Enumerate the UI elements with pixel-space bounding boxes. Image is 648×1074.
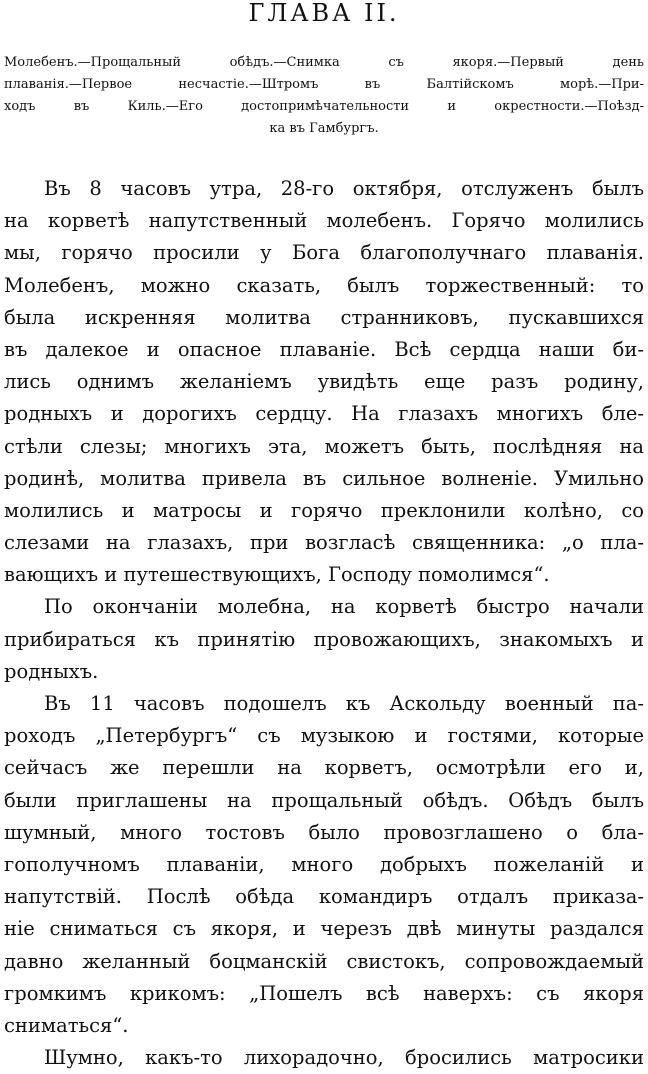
body-line: гополучномъ плаваніи, много добрыхъ пожеланій и (4, 852, 644, 876)
body-line: прибираться къ принятію провожающихъ, знакомыхъ и (4, 627, 644, 651)
chapter-body (4, 173, 644, 1074)
summary-line: ка въ Гамбургъ. (269, 121, 379, 136)
body-line: слезами на глазахъ, при возгласѣ священника: „о пла- (4, 531, 644, 555)
body-line: родныхъ. (4, 659, 99, 683)
body-line: была искренняя молитва странниковъ, пускавшихся (4, 305, 644, 329)
summary-line: Молебенъ.—Прощальный обѣдъ.—Снимка съ якоря.—Первый день (4, 55, 644, 70)
summary-line: ходъ въ Киль.—Его достопримѣчательности и окрестности.—Поѣзд- (4, 99, 644, 114)
body-line: на корветѣ напутственный молебенъ. Горячо молились (4, 209, 644, 233)
body-line: роходъ „Петербургъ“ съ музыкою и гостями, которые (4, 724, 644, 748)
body-line: Шумно, какъ-то лихорадочно, бросились матросики (44, 1046, 644, 1070)
body-line: напутствій. Послѣ обѣда командиръ отдалъ приказа- (4, 885, 644, 909)
body-line: сейчасъ же перешли на корветъ, осмотрѣли его и, (4, 756, 644, 780)
body-line: сниматься“. (4, 1013, 129, 1037)
body-line: шумный, много тостовъ было провозглашено о бла- (4, 820, 644, 844)
body-line: молились и матросы и горячо преклонили колѣно, со (4, 498, 644, 522)
body-line: вающихъ и путешествующихъ, Господу помолимся“. (4, 563, 550, 587)
chapter-title: ГЛАВА II. (248, 0, 400, 27)
body-line: Въ 11 часовъ подошелъ къ Аскольду военный па- (44, 692, 644, 715)
body-line: ніе сниматься съ якоря, и черезъ двѣ минуты раздался (4, 917, 644, 941)
body-line: родныхъ и дорогихъ сердцу. На глазахъ многихъ бле- (4, 402, 644, 426)
body-line: давно желанный боцманскій свистокъ, сопровождаемый (4, 949, 644, 973)
body-line: въ далекое и опасное плаваніе. Всѣ сердца наши би- (4, 337, 644, 361)
body-line: По окончаніи молебна, на корветѣ быстро начали (44, 595, 644, 619)
summary-line: плаванія.—Первое несчастіе.—Штромъ въ Балтійскомъ морѣ.—При- (4, 77, 644, 92)
body-line: лись однимъ желаніемъ увидѣть еще разъ родину, (4, 370, 644, 394)
body-line: громкимъ крикомъ: „Пошелъ всѣ наверхъ: съ якоря (4, 981, 644, 1005)
body-line: Молебенъ, можно сказать, былъ торжественный: то (4, 273, 644, 297)
body-line: стѣли слезы; многихъ эта, можетъ быть, послѣдняя на (4, 434, 644, 458)
body-line: Въ 8 часовъ утра, 28-го октября, отслуженъ былъ (44, 177, 644, 200)
chapter-summary (4, 52, 644, 140)
body-line: были приглашены на прощальный обѣдъ. Обѣдъ былъ (4, 788, 644, 812)
body-line: мы, горячо просили у Бога благополучнаго плаванія. (4, 241, 644, 265)
body-line: родинѣ, молитва привела въ сильное волненіе. Умильно (4, 466, 644, 490)
